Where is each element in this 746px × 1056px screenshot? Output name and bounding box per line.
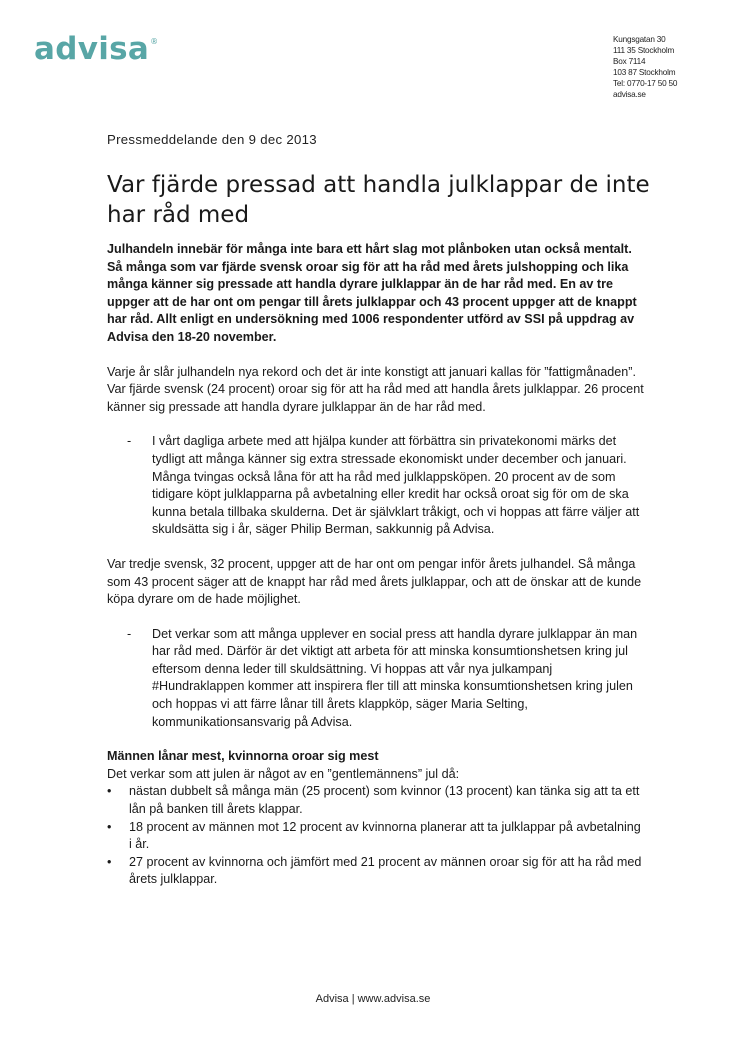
quote-maria-selting — [107, 626, 647, 732]
quote-text: Det verkar som att många upplever en social press att handla dyrare julklappar än man har råd med. Därför är det viktigt att arbeta för att minska konsumtionshetsen kring jul eftersom denna leder till skuldsättning. Vi hoppas att vår nya julkampanj #Hundraklappen kommer att inspirera fler till att minska konsumtionshetsen kring julen och hoppas vi att färre lånar till årets klappköp, säger Maria Selting, kommunikationsansvarig på Advisa. — [152, 626, 638, 729]
quote-text: I vårt dagliga arbete med att hjälpa kunder att förbättra sin privatekonomi märks det tydligt att många känner sig extra stressade ekonomiskt under december och januari. Många tvingas också låna för att ha råd med julklappsköpen. 20 procent av de som tidigare köpt julklapparna på avbetalning eller kredit har också oroat sig för om de ska kunna betala tillbaka skulderna. Det är självklart tråkigt, och vi hoppas att färre väljer att skuldsätta sig i år, säger Philip Berman, sakkunnig på Advisa. — [152, 434, 640, 537]
list-item-text: 27 procent av kvinnorna och jämfört med 21 procent av männen oroar sig för att ha råd med årets julklappar. — [129, 854, 642, 887]
address-website: advisa.se — [613, 90, 646, 99]
bullet-icon: • — [107, 784, 112, 799]
press-release-date: Pressmeddelande den 9 dec 2013 — [107, 132, 317, 147]
section-intro: Det verkar som att julen är något av en ”gentlemännens” jul då: — [107, 766, 460, 781]
address-postcode: 111 35 Stockholm — [613, 46, 675, 55]
section-heading: Männen lånar mest, kvinnorna oroar sig mest — [107, 749, 379, 764]
list-item-text: nästan dubbelt så många män (25 procent) som kvinnor (13 procent) kan tänka sig att ta ett lån på banken till årets klappar. — [129, 784, 640, 817]
logo-text: advisa — [34, 31, 150, 67]
list-item-text: 18 procent av männen mot 12 procent av kvinnorna planerar att ta julklappar på avbetalning i år. — [129, 819, 641, 852]
page-footer: Advisa | www.advisa.se — [315, 993, 431, 1005]
list-item — [107, 854, 647, 889]
address-block — [613, 34, 677, 100]
paragraph-1: Varje år slår julhandeln nya rekord och det är inte konstigt att januari kallas för ”fattigmånaden”. Var fjärde svensk (24 procent) oroar sig för att ha råd med att handla årets julklappar. 26 procent känner sig pressade att handla dyrare julklappar än de har råd med. — [107, 364, 644, 414]
list-item — [107, 819, 647, 854]
list-item — [107, 783, 647, 818]
quote-philip-berman — [107, 433, 647, 539]
address-box-postcode: 103 87 Stockholm — [613, 68, 676, 77]
bullet-icon: • — [107, 819, 112, 834]
address-box: Box 7114 — [613, 57, 646, 66]
quote-dash: - — [127, 434, 132, 449]
article-body — [107, 241, 647, 889]
bullet-list — [107, 783, 647, 889]
bullet-icon: • — [107, 854, 112, 869]
headline: Var fjärde pressad att handla julklappar de inte har råd med — [107, 172, 650, 228]
advisa-logo — [34, 31, 159, 67]
address-phone: Tel: 0770-17 50 50 — [613, 79, 678, 88]
lead-paragraph: Julhandeln innebär för många inte bara ett hårt slag mot plånboken utan också mentalt. Så många som var fjärde svensk oroar sig för att ha råd med årets julshopping och lika många känner sig pressade att handla dyrare julklappar än de har råd med. En av tre uppger att de har ont om pengar till årets julklappar och 43 procent uppger att de knappt har råd. Allt enligt en undersökning med 1006 respondenter utförd av SSI på uppdrag av Advisa den 18-20 november. — [107, 242, 637, 344]
quote-dash: - — [127, 626, 132, 641]
address-street: Kungsgatan 30 — [613, 35, 666, 44]
registered-mark: ® — [150, 37, 159, 46]
paragraph-2: Var tredje svensk, 32 procent, uppger att de har ont om pengar inför årets julhandel. Så många som 43 procent säger att de knappt har råd med årets julklappar, och att de önskar att de kunde köpa dyrare om de hade möjlighet. — [107, 556, 642, 607]
